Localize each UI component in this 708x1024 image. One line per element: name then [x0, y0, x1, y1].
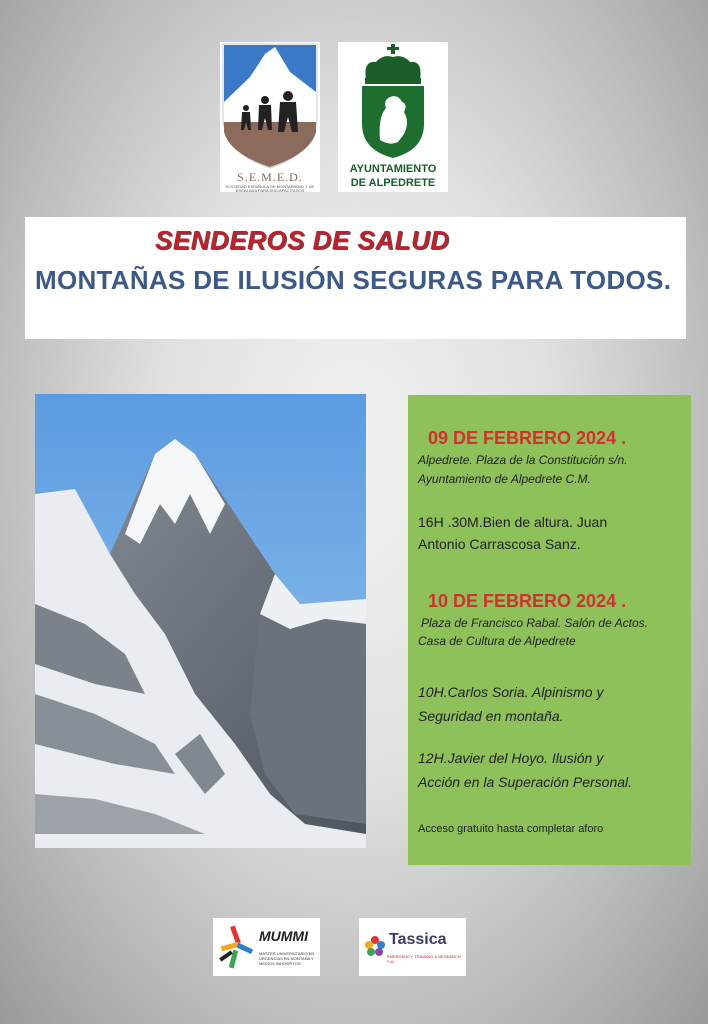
date-day1: 09 DE FEBRERO 2024 . [428, 428, 627, 448]
mountain-photo [35, 394, 366, 848]
talk-day1-line1: 16H .30M.Bien de altura. Juan [418, 514, 608, 530]
semed-name: S.E.M.E.D. [237, 170, 303, 184]
access-note: Acceso gratuito hasta completar aforo [418, 823, 604, 835]
place-day2-line2: Casa de Cultura de Alpedrete [418, 634, 576, 648]
event-subtitle: MONTAÑAS DE ILUSIÓN SEGURAS PARA TODOS. [35, 265, 672, 295]
event-title: SENDEROS DE SALUD [155, 225, 450, 255]
mountain-image-icon [35, 394, 366, 848]
tassica-name: Tassica [389, 931, 447, 948]
coat-of-arms-icon [338, 42, 448, 162]
semed-emblem-icon [220, 42, 320, 170]
semed-logo [220, 42, 320, 192]
ayuntamiento-logo [338, 42, 448, 192]
semed-subtitle: SOCIEDAD ESPAÑOLA DE MONTAÑISMO Y DE ESCALADA PARA DISCAPACITADOS [225, 184, 315, 193]
tassica-flower-icon [359, 918, 387, 976]
mummi-name: MUMMI [259, 928, 308, 944]
event-info-box [408, 395, 691, 865]
tassica-logo [359, 918, 466, 976]
place-day1-line2: Ayuntamiento de Alpedrete C.M. [418, 472, 591, 486]
ayuntamiento-line2: DE ALPEDRETE [350, 177, 436, 189]
talk-soria-line1: 10H.Carlos Soria. Alpinismo y [418, 684, 604, 700]
date-day2: 10 DE FEBRERO 2024 . [428, 591, 627, 611]
talk-soria-line2: Seguridad en montaña. [418, 708, 564, 724]
ayuntamiento-line1: AYUNTAMIENTO [349, 163, 437, 175]
talk-hoyo-line2: Acción en la Superación Personal. [418, 774, 633, 790]
tassica-desc: EMERGENCY, TRAINING & RESEARCH S.A. [387, 954, 461, 964]
mummi-desc: MÁSTER UNIVERSITARIO EN URGENCIAS EN MONTAÑA Y MEDIOS INHÓSPITOS [259, 951, 315, 966]
place-day1-line1: Alpedrete. Plaza de la Constitución s/n. [418, 453, 628, 467]
mummi-star-icon [213, 918, 257, 976]
title-box [25, 217, 686, 339]
place-day2-line1: Plaza de Francisco Rabal. Salón de Actos. [421, 616, 649, 630]
talk-hoyo-line1: 12H.Javier del Hoyo. Ilusión y [418, 750, 604, 766]
talk-day1-line2: Antonio Carrascosa Sanz. [418, 536, 581, 552]
mummi-logo [213, 918, 320, 976]
